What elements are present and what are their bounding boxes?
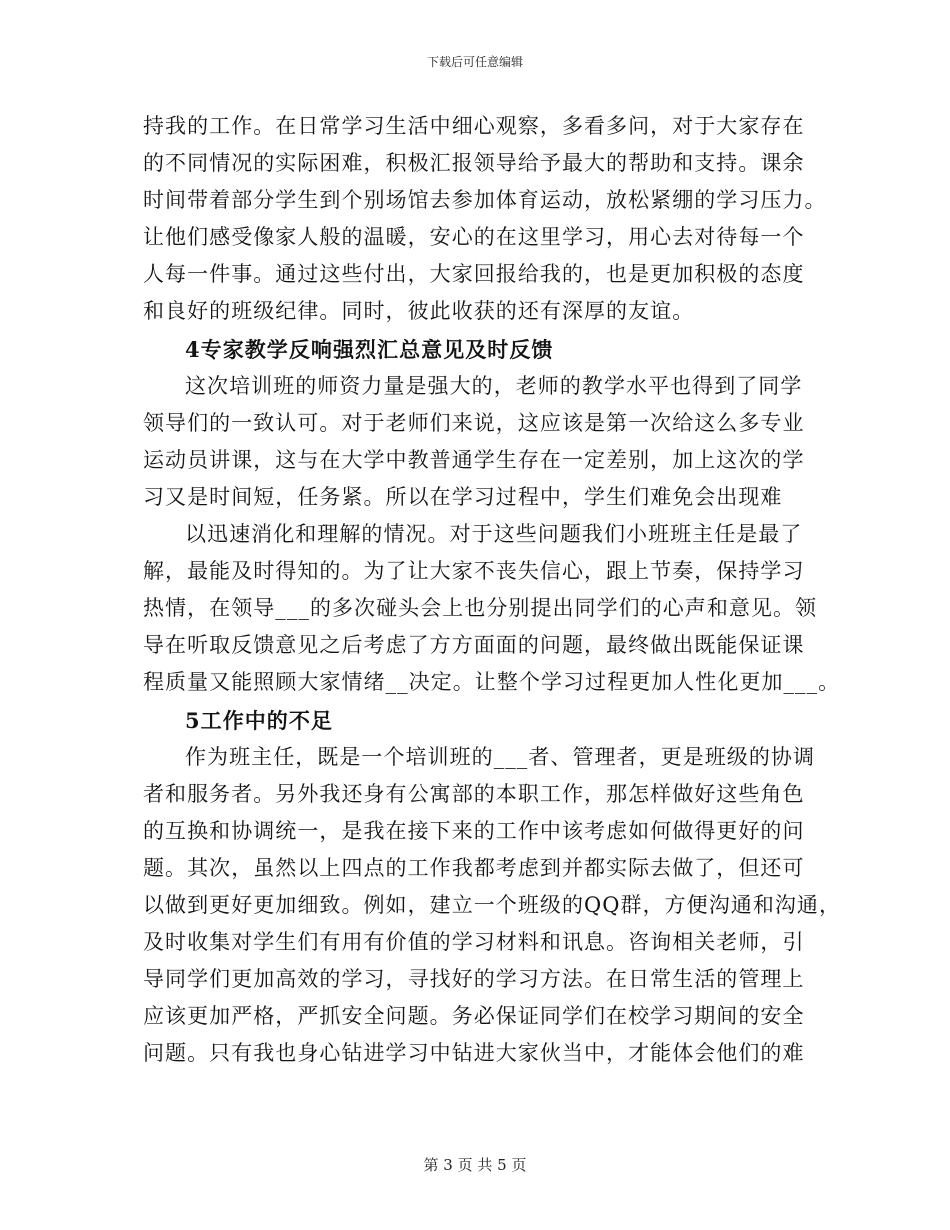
paragraph-line: 导在听取反馈意见之后考虑了方方面面的问题，最终做出既能保证课: [143, 633, 805, 658]
paragraph-line: 程质量又能照顾大家情绪__决定。让整个学习过程更加人性化更加___。: [143, 670, 841, 695]
paragraph-first-line: 作为班主任，既是一个培训班的___者、管理者，更是班级的协调: [185, 744, 815, 769]
paragraph-line: 问题。只有我也身心钻进学习中钻进大家伙当中，才能体会他们的难: [143, 1041, 805, 1066]
paragraph-line: 的互换和协调统一，是我在接下来的工作中该考虑如何做得更好的问: [143, 818, 805, 843]
paragraph-line: 的不同情况的实际困难，积极汇报领导给予最大的帮助和支持。课余: [143, 151, 805, 176]
section-heading: 4专家教学反响强烈汇总意见及时反馈: [185, 336, 554, 362]
paragraph-line: 导同学们更加高效的学习，寻找好的学习方法。在日常生活的管理上: [143, 967, 805, 992]
paragraph-line: 以做到更好更加细致。例如，建立一个班级的QQ群，方便沟通和沟通，: [143, 892, 842, 917]
paragraph-first-line: 这次培训班的师资力量是强大的，老师的教学水平也得到了同学: [185, 373, 803, 398]
page-header: 下载后可任意编辑: [426, 55, 523, 69]
paragraph-line: 领导们的一致认可。对于老师们来说，这应该是第一次给这么多专业: [143, 410, 805, 435]
paragraph-line: 热情，在领导___的多次碰头会上也分别提出同学们的心声和意见。领: [143, 596, 818, 621]
paragraph-first-line: 以迅速消化和理解的情况。对于这些问题我们小班班主任是最了: [185, 522, 803, 547]
paragraph-line: 题。其次，虽然以上四点的工作我都考虑到并都实际去做了，但还可: [143, 855, 805, 880]
paragraph-line: 习又是时间短，任务紧。所以在学习过程中，学生们难免会出现难: [143, 484, 783, 509]
paragraph-line: 解，最能及时得知的。为了让大家不丧失信心，跟上节奏，保持学习: [143, 559, 805, 584]
paragraph-line: 人每一件事。通过这些付出，大家回报给我的，也是更加积极的态度: [143, 262, 805, 287]
paragraph-line: 者和服务者。另外我还身有公寓部的本职工作，那怎样做好这些角色: [143, 781, 805, 806]
paragraph-line: 应该更加严格，严抓安全问题。务必保证同学们在校学习期间的安全: [143, 1004, 805, 1029]
paragraph-line: 运动员讲课，这与在大学中教普通学生存在一定差别，加上这次的学: [143, 447, 805, 472]
section-heading: 5工作中的不足: [185, 707, 333, 733]
paragraph-line: 和良好的班级纪律。同时，彼此收获的还有深厚的友谊。: [143, 299, 695, 324]
paragraph-line: 及时收集对学生们有用有价值的学习材料和讯息。咨询相关老师，引: [143, 930, 805, 955]
page-number: 第 3 页 共 5 页: [423, 1156, 527, 1174]
paragraph-line: 让他们感受像家人般的温暖，安心的在这里学习，用心去对待每一个: [143, 225, 805, 250]
document-body: [143, 108, 843, 1072]
paragraph-line: 时间带着部分学生到个别场馆去参加体育运动，放松紧绷的学习压力。: [143, 188, 827, 213]
paragraph-line: 持我的工作。在日常学习生活中细心观察，多看多问，对于大家存在: [143, 114, 805, 138]
